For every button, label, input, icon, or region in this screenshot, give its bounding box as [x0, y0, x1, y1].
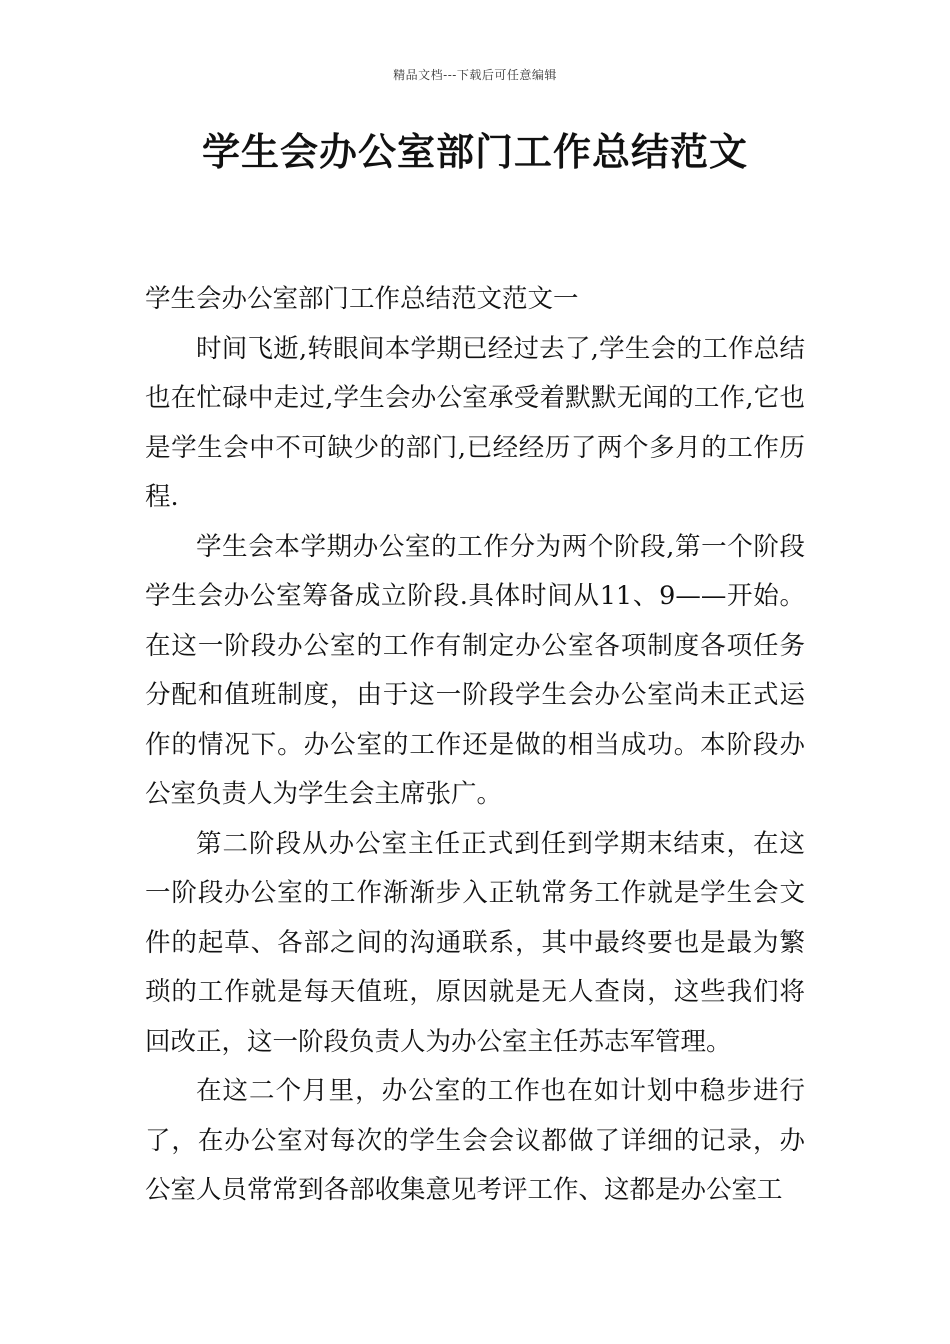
document-title: 学生会办公室部门工作总结范文 [201, 130, 748, 174]
paragraph-2: 学生会本学期办公室的工作分为两个阶段,第一个阶段学生会办公室筹备成立阶段.具体时间从11、9——开始。在这一阶段办公室的工作有制定办公室各项制度各项任务分配和值班制度，由于这一阶段学生会办公室尚未正式运作的情况下。办公室的工作还是做的相当成功。本阶段办公室负责人为学生会主席张广。 [145, 531, 805, 809]
section-subtitle: 学生会办公室部门工作总结范文范文一 [145, 284, 579, 314]
paragraph-3: 第二阶段从办公室主任正式到任到学期末结束，在这一阶段办公室的工作渐渐步入正轨常务工作就是学生会文件的起草、各部之间的沟通联系，其中最终要也是最为繁琐的工作就是每天值班，原因就是无人查岗，这些我们将回改正，这一阶段负责人为办公室主任苏志军管理。 [145, 828, 805, 1057]
paragraph-4: 在这二个月里，办公室的工作也在如计划中稳步进行了，在办公室对每次的学生会会议都做了详细的记录，办公室人员常常到各部收集意见考评工作、这都是办公室工 [145, 1076, 805, 1205]
page-header-note: 精品文档---下载后可任意编辑 [393, 68, 557, 82]
document-body [145, 275, 805, 1216]
paragraph-1: 时间飞逝,转眼间本学期已经过去了,学生会的工作总结也在忙碌中走过,学生会办公室承受着默默无闻的工作,它也是学生会中不可缺少的部门,已经经历了两个多月的工作历程. [145, 333, 805, 512]
